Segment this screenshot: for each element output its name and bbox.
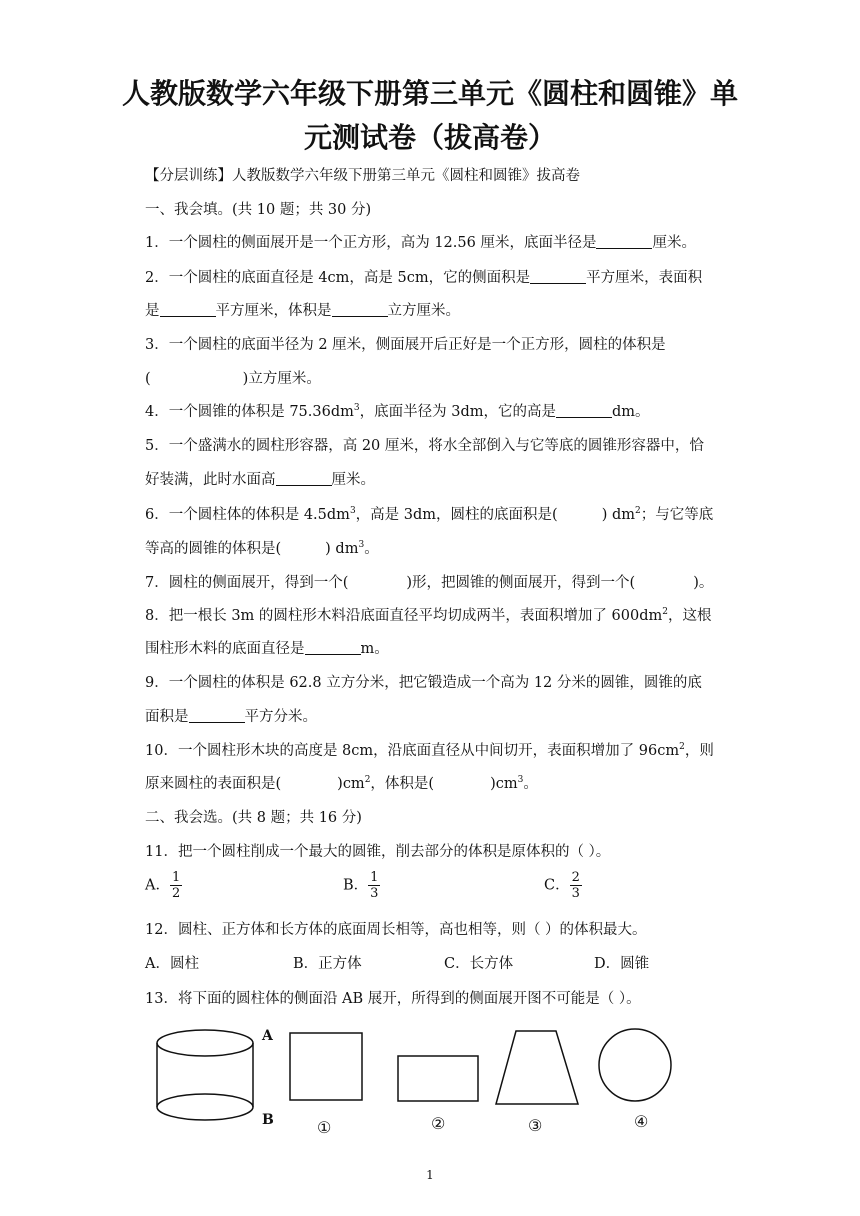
question-7: 7．圆柱的侧面展开，得到一个( )形，把圆锥的侧面展开，得到一个( )。: [145, 575, 714, 591]
question-2: 2．一个圆柱的底面直径是 4cm，高是 5cm，它的侧面积是 平方厘米，表面积: [145, 270, 703, 286]
option-shape-circle[interactable]: [599, 1029, 671, 1101]
answer-blank[interactable]: [332, 302, 388, 317]
fraction: $\frac{1}{2}$: [171, 870, 181, 901]
question-8: 8．把一根长 3m 的圆柱形木料沿底面直径平均切成两半，表面积增加了 $600dm^2$，这根: [145, 607, 712, 624]
answer-blank[interactable]: [276, 471, 332, 486]
question-6-cont: 等高的圆锥的体积是( ) $dm^3$。: [145, 540, 379, 557]
option-shape-trapezoid[interactable]: [496, 1031, 578, 1104]
figure-label-4: ④: [634, 1112, 649, 1131]
page-title-line2: 元测试卷（拔高卷）: [303, 121, 556, 154]
question-4: 4．一个圆锥的体积是 $75.36dm^3$，底面半径为 3dm，它的高是 dm。: [145, 403, 650, 420]
page-number: 1: [426, 1168, 434, 1182]
question-5-cont: 好装满，此时水面高 厘米。: [145, 472, 375, 488]
fraction: $\frac{2}{3}$: [571, 870, 580, 901]
option-12-d[interactable]: D．圆锥: [594, 956, 650, 972]
figure-label-2: ②: [431, 1114, 446, 1133]
label-a: A: [262, 1028, 273, 1044]
question-8-cont: 围柱形木料的底面直径是 m。: [145, 641, 389, 657]
question-13: 13．将下面的圆柱体的侧面沿 AB 展开，所得到的侧面展开图不可能是（ ）。: [145, 991, 641, 1007]
question-10: 10．一个圆柱形木块的高度是 8cm，沿底面直径从中间切开，表面积增加了 $96cm^2$，则: [145, 742, 714, 759]
answer-blank[interactable]: [596, 234, 652, 249]
option-11-b[interactable]: B． $\frac{1}{3}$: [343, 870, 379, 901]
section-1-heading: 一、我会填。(共 10 题；共 30 分): [145, 202, 372, 218]
label-b: B: [262, 1112, 274, 1128]
subtitle: 【分层训练】人教版数学六年级下册第三单元《圆柱和圆锥》拔高卷: [145, 168, 580, 184]
answer-blank[interactable]: [189, 708, 245, 723]
answer-blank[interactable]: [305, 640, 361, 655]
question-5: 5．一个盛满水的圆柱形容器，高 20 厘米，将水全部倒入与它等底的圆锥形容器中，恰: [145, 438, 704, 454]
fraction: $\frac{1}{3}$: [370, 870, 379, 901]
answer-blank[interactable]: [556, 403, 612, 418]
question-9: 9．一个圆柱的体积是 62.8 立方分米，把它锻造成一个高为 12 分米的圆锥，圆锥的底: [145, 675, 702, 691]
question-1: 1．一个圆柱的侧面展开是一个正方形，高为 12.56 厘米，底面半径是 厘米。: [145, 235, 696, 251]
question-3: 3．一个圆柱的底面半径为 2 厘米，侧面展开后正好是一个正方形，圆柱的体积是: [145, 337, 666, 353]
option-11-c[interactable]: C． $\frac{2}{3}$: [544, 870, 580, 901]
figure-label-3: ③: [528, 1116, 543, 1135]
option-12-a[interactable]: A．圆柱: [145, 956, 199, 972]
question-6: 6．一个圆柱体的体积是 $4.5dm^3$，高是 3dm，圆柱的底面积是( ) $dm^2$；与它等底: [145, 506, 714, 523]
option-12-c[interactable]: C．长方体: [444, 956, 514, 972]
question-2-cont: 是 平方厘米，体积是 立方厘米。: [145, 303, 460, 319]
answer-blank[interactable]: [530, 269, 586, 284]
option-11-a[interactable]: A． $\frac{1}{2}$: [145, 870, 181, 901]
section-2-heading: 二、我会选。(共 8 题；共 16 分): [145, 810, 362, 826]
answer-blank[interactable]: [160, 302, 216, 317]
question-12: 12．圆柱、正方体和长方体的底面周长相等，高也相等，则（ ）的体积最大。: [145, 922, 647, 938]
option-shape-rectangle[interactable]: [398, 1056, 478, 1101]
option-shape-square[interactable]: [290, 1033, 362, 1100]
cylinder-figure: [157, 1030, 253, 1120]
question-9-cont: 面积是 平方分米。: [145, 709, 317, 725]
q13-figures: [150, 1025, 690, 1140]
question-11: 11．把一个圆柱削成一个最大的圆锥，削去部分的体积是原体积的（ ）。: [145, 844, 611, 860]
question-3-cont: ( )立方厘米。: [145, 371, 321, 387]
page-title-line1: 人教版数学六年级下册第三单元《圆柱和圆锥》单: [121, 77, 738, 110]
question-10-cont: 原来圆柱的表面积是( )$cm^2$，体积是( )$cm^3$。: [145, 775, 538, 792]
figure-label-1: ①: [317, 1118, 332, 1137]
option-12-b[interactable]: B．正方体: [293, 956, 362, 972]
